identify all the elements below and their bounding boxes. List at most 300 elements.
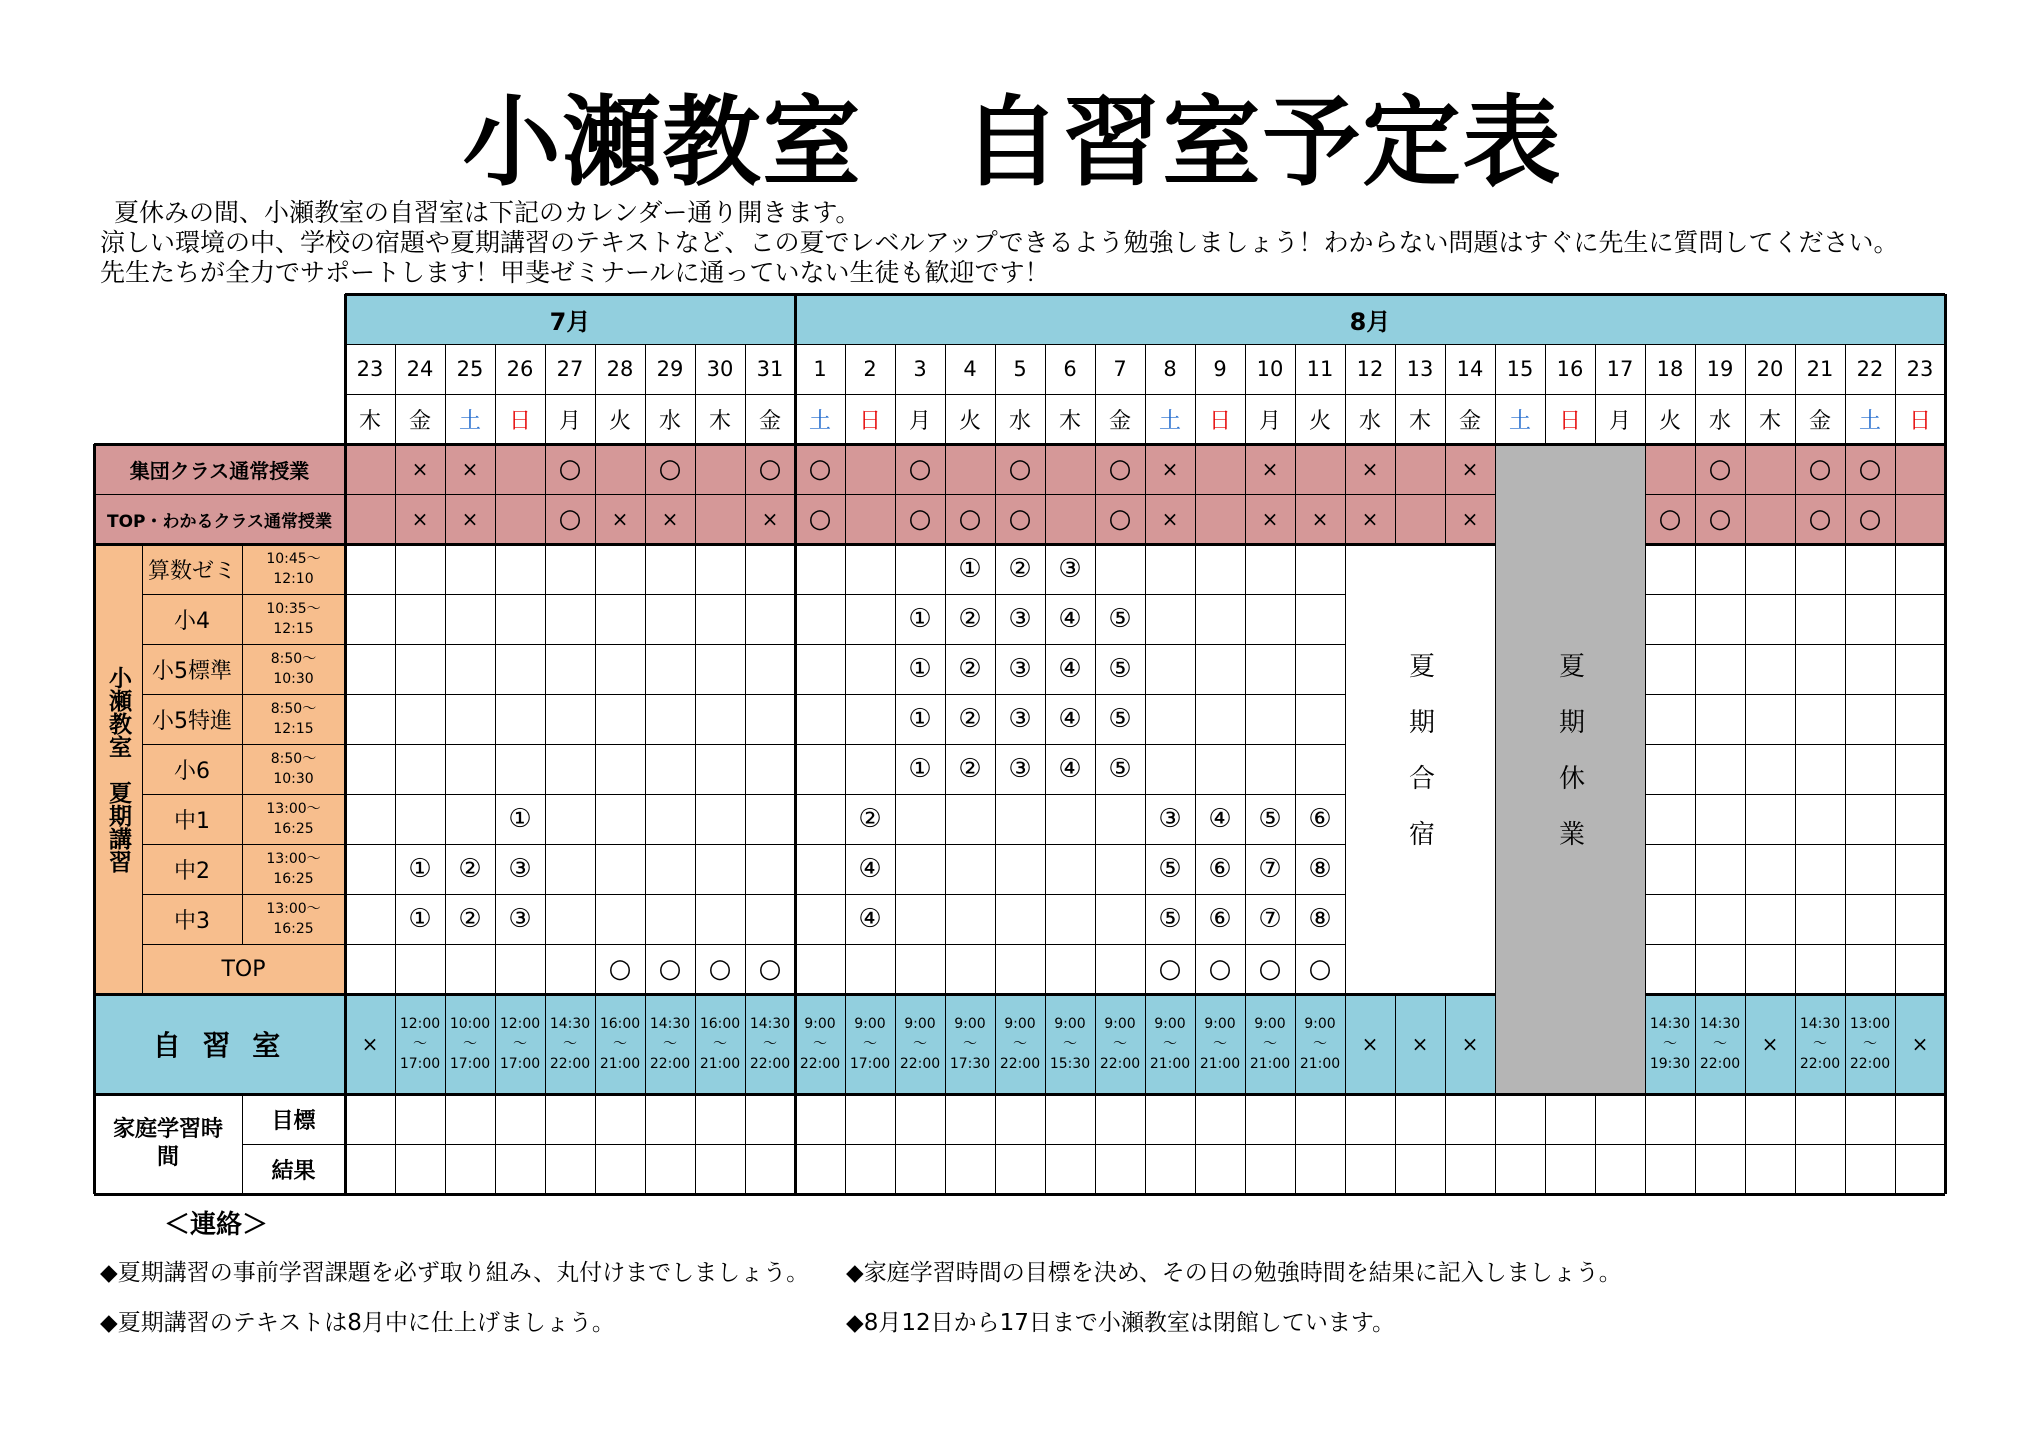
course-cell: ○	[758, 954, 782, 984]
grid-line	[1695, 1094, 1696, 1194]
day-number: 15	[1506, 357, 1534, 381]
course-cell: ⑧	[1308, 904, 1332, 934]
intro-line-2: 涼しい環境の中、学校の宿題や夏期講習のテキストなど、この夏でレベルアップできるよう勉強しましょう！わからない問題はすぐに先生に質問してください。	[100, 228, 1899, 257]
grid-line	[142, 594, 345, 595]
weekday: 金	[1808, 408, 1831, 434]
grid-line	[1045, 444, 1046, 544]
course-time: 13:00～ 16:25	[266, 901, 321, 937]
course-name: 小4	[174, 608, 210, 634]
course-cell: ④	[858, 854, 882, 884]
day-number: 2	[863, 357, 877, 381]
course-cell: ②	[858, 804, 882, 834]
weekday: 土	[808, 408, 831, 434]
grid-line	[1895, 994, 1896, 1094]
grid-line	[1695, 444, 1696, 544]
weekday: 土	[1858, 408, 1881, 434]
grid-line	[1745, 994, 1746, 1094]
grid-line	[1145, 994, 1146, 1094]
grid-line	[645, 994, 646, 1094]
grid-line	[845, 1094, 846, 1194]
weekday: 水	[1008, 408, 1031, 434]
day-number: 29	[656, 357, 684, 381]
course-time: 8:50～ 10:30	[270, 651, 317, 687]
course-cell: ②	[958, 604, 982, 634]
grid-line	[995, 1094, 996, 1194]
grid-line	[1445, 344, 1446, 444]
weekday: 月	[908, 408, 931, 434]
weekday: 土	[1158, 408, 1181, 434]
weekday: 火	[1658, 408, 1681, 434]
grid-line	[995, 994, 996, 1094]
day-number: 17	[1606, 357, 1634, 381]
grid-line	[1295, 544, 1296, 994]
group-row-cell: ○	[808, 504, 832, 534]
course-cell: ②	[458, 854, 482, 884]
grid-line	[1045, 994, 1046, 1094]
weekday: 木	[1408, 408, 1431, 434]
grid-line	[1245, 544, 1246, 994]
grid-line	[142, 794, 345, 795]
grid-line	[495, 544, 496, 994]
grid-line	[845, 544, 846, 994]
course-cell: ⑤	[1108, 704, 1132, 734]
course-cell: ③	[508, 904, 532, 934]
jishu-cell: 14:30 ～ 22:00	[1699, 1016, 1741, 1072]
course-name: 小5標準	[152, 658, 232, 684]
grid-line	[495, 344, 496, 444]
grid-line	[1445, 444, 1446, 544]
grid-line	[545, 1094, 546, 1194]
course-cell: ⑥	[1208, 904, 1232, 934]
course-name: TOP	[221, 956, 266, 982]
course-time: 10:35～ 12:15	[266, 601, 321, 637]
jishu-cell: ×	[1411, 1032, 1429, 1056]
group-row-cell: ×	[1161, 507, 1179, 531]
intro-line-3: 先生たちが全力でサポートします！甲斐ゼミナールに通っていない生徒も歓迎です！	[100, 258, 1050, 287]
jishu-cell: ×	[1911, 1032, 1929, 1056]
course-cell: ④	[1058, 654, 1082, 684]
grid-line	[142, 894, 345, 895]
grid-line	[845, 994, 846, 1094]
group-row-cell: ×	[1361, 457, 1379, 481]
day-number: 28	[606, 357, 634, 381]
grid-line	[895, 544, 896, 994]
grid-line	[1195, 994, 1196, 1094]
grid-line	[1545, 344, 1546, 444]
day-number: 5	[1013, 357, 1027, 381]
grid-line	[94, 543, 1345, 546]
grid-line	[995, 344, 996, 444]
course-cell: ①	[908, 604, 932, 634]
grid-line	[1345, 1094, 1346, 1194]
course-cell: ⑧	[1308, 854, 1332, 884]
jishu-cell: ×	[1761, 1032, 1779, 1056]
day-number: 20	[1756, 357, 1784, 381]
grid-line	[1445, 1094, 1446, 1194]
grid-line	[1745, 444, 1746, 544]
group-row-cell: ×	[661, 507, 679, 531]
grid-line	[645, 1094, 646, 1194]
weekday: 木	[708, 408, 731, 434]
course-cell: ④	[1058, 604, 1082, 634]
day-number: 10	[1256, 357, 1284, 381]
jishu-cell: 9:00 ～ 21:00	[1149, 1016, 1191, 1072]
result-label: 結果	[271, 1158, 316, 1184]
grid-line	[945, 544, 946, 994]
jishu-cell: 14:30 ～ 22:00	[549, 1016, 591, 1072]
grid-line	[1395, 344, 1396, 444]
course-cell: ⑤	[1108, 604, 1132, 634]
course-cell: ①	[908, 704, 932, 734]
weekday: 金	[1458, 408, 1481, 434]
course-name: 小5特進	[152, 708, 232, 734]
group-row-cell: ○	[1008, 504, 1032, 534]
grid-line	[1495, 1094, 1496, 1194]
grid-line	[1345, 344, 1346, 444]
grid-line	[545, 544, 546, 994]
jishu-cell: ×	[1461, 1032, 1479, 1056]
course-cell: ①	[408, 904, 432, 934]
grid-line	[545, 444, 546, 544]
camp-label: 夏期合宿	[1404, 652, 1435, 876]
grid-line	[595, 1094, 596, 1194]
day-number: 24	[406, 357, 434, 381]
weekday: 水	[1358, 408, 1381, 434]
grid-line	[595, 994, 596, 1094]
course-cell: ⑤	[1158, 904, 1182, 934]
weekday: 金	[758, 408, 781, 434]
course-cell: ⑦	[1258, 904, 1282, 934]
grid-line	[1195, 344, 1196, 444]
grid-line	[1245, 1094, 1246, 1194]
jishu-cell: 9:00 ～ 15:30	[1049, 1016, 1091, 1072]
grid-line	[1745, 1094, 1746, 1194]
grid-line	[142, 694, 345, 695]
course-cell: ③	[1008, 654, 1032, 684]
grid-line	[242, 1094, 243, 1194]
grid-line	[242, 1144, 1945, 1145]
grid-line	[1195, 1094, 1196, 1194]
day-number: 12	[1356, 357, 1384, 381]
grid-line	[895, 994, 896, 1094]
jishu-cell: 10:00 ～ 17:00	[449, 1016, 491, 1072]
month-july: 7月	[549, 307, 591, 336]
grid-line	[495, 444, 496, 544]
weekday: 土	[458, 408, 481, 434]
note-4: ◆8月12日から17日まで小瀬教室は閉館しています。	[846, 1310, 1396, 1336]
grid-line	[745, 444, 746, 544]
group-row-cell: ×	[1461, 457, 1479, 481]
course-time: 8:50～ 10:30	[270, 751, 317, 787]
grid-line	[1095, 994, 1096, 1094]
course-name: 中2	[174, 858, 210, 884]
course-cell: ④	[858, 904, 882, 934]
grid-line	[1145, 544, 1146, 994]
notes-title: ＜連絡＞	[164, 1210, 269, 1240]
grid-line	[945, 994, 946, 1094]
course-time: 13:00～ 16:25	[266, 851, 321, 887]
group-row-cell: ○	[558, 454, 582, 484]
course-cell: ⑤	[1108, 654, 1132, 684]
course-cell: ③	[1008, 604, 1032, 634]
day-number: 18	[1656, 357, 1684, 381]
grid-line	[945, 444, 946, 544]
weekday: 水	[658, 408, 681, 434]
day-number: 19	[1706, 357, 1734, 381]
grid-line	[93, 444, 96, 1194]
grid-line	[1595, 344, 1596, 444]
grid-line	[1395, 444, 1396, 544]
group-row-cell: ×	[411, 457, 429, 481]
jishu-cell: 14:30 ～ 19:30	[1649, 1016, 1691, 1072]
group-row-label: 集団クラス通常授業	[129, 458, 310, 483]
page-title: 小瀬教室 自習室予定表	[462, 86, 1563, 200]
goal-label: 目標	[271, 1108, 316, 1134]
day-number: 8	[1163, 357, 1177, 381]
course-cell: ①	[908, 654, 932, 684]
grid-line	[1195, 444, 1196, 544]
course-cell: ④	[1058, 704, 1082, 734]
grid-line	[1745, 544, 1746, 994]
grid-line	[1695, 994, 1696, 1094]
course-cell: ○	[658, 954, 682, 984]
grid-line	[345, 293, 1945, 296]
weekday: 金	[408, 408, 431, 434]
weekday: 水	[1708, 408, 1731, 434]
grid-line	[945, 344, 946, 444]
course-name: 中1	[174, 808, 210, 834]
grid-line	[745, 344, 746, 444]
group-row-cell: ×	[611, 507, 629, 531]
grid-line	[1795, 994, 1796, 1094]
month-august: 8月	[1349, 307, 1391, 336]
grid-line	[1095, 544, 1096, 994]
grid-line	[1145, 1094, 1146, 1194]
course-cell: ③	[1058, 554, 1082, 584]
day-number: 1	[813, 357, 827, 381]
grid-line	[745, 1094, 746, 1194]
home-study-label: 家庭学習時間	[112, 1117, 223, 1170]
grid-line	[1095, 444, 1096, 544]
grid-line	[1595, 1094, 1596, 1194]
weekday: 火	[1308, 408, 1331, 434]
course-cell: ①	[958, 554, 982, 584]
group-row-cell: ×	[1311, 507, 1329, 531]
grid-line	[395, 444, 396, 544]
course-time: 8:50～ 12:15	[270, 701, 317, 737]
grid-line	[1345, 994, 1346, 1094]
day-number: 21	[1806, 357, 1834, 381]
grid-line	[1795, 1094, 1796, 1194]
day-number: 4	[963, 357, 977, 381]
jishu-cell: ×	[1361, 1032, 1379, 1056]
grid-line	[645, 344, 646, 444]
jishu-cell: 12:00 ～ 17:00	[399, 1016, 441, 1072]
day-number: 22	[1856, 357, 1884, 381]
course-cell: ①	[908, 754, 932, 784]
note-2: ◆家庭学習時間の目標を決め、その日の勉強時間を結果に記入しましょう。	[846, 1260, 1622, 1286]
course-cell: ⑤	[1258, 804, 1282, 834]
grid-line	[445, 1094, 446, 1194]
grid-line	[1845, 1094, 1846, 1194]
jishu-cell: 9:00 ～ 17:30	[949, 1016, 991, 1072]
day-number: 27	[556, 357, 584, 381]
grid-line	[1345, 543, 1495, 546]
weekday: 木	[358, 408, 381, 434]
grid-line	[1395, 1094, 1396, 1194]
course-name: 小6	[174, 758, 210, 784]
grid-line	[545, 344, 546, 444]
grid-line	[1645, 344, 1646, 444]
group-row-cell: ×	[1361, 507, 1379, 531]
grid-line	[1295, 1094, 1296, 1194]
group-row-label: TOP・わかるクラス通常授業	[107, 511, 332, 532]
jishu-cell: 16:00 ～ 21:00	[699, 1016, 741, 1072]
course-cell: ○	[608, 954, 632, 984]
grid-line	[1795, 544, 1796, 994]
grid-line	[745, 544, 746, 994]
group-row-cell: ○	[1808, 504, 1832, 534]
day-number: 14	[1456, 357, 1484, 381]
weekday: 火	[958, 408, 981, 434]
group-row-cell: ×	[1161, 457, 1179, 481]
grid-line	[1895, 444, 1896, 544]
grid-line	[595, 344, 596, 444]
grid-line	[1895, 1094, 1896, 1194]
grid-line	[1045, 544, 1046, 994]
grid-line	[1895, 544, 1896, 994]
weekday: 木	[1758, 408, 1781, 434]
grid-line	[1795, 444, 1796, 544]
grid-line	[645, 444, 646, 544]
grid-line	[94, 443, 1945, 446]
grid-line	[1695, 544, 1696, 994]
grid-line	[845, 444, 846, 544]
day-number: 16	[1556, 357, 1584, 381]
koze-label: 小瀬教室 夏期講習	[105, 665, 131, 873]
grid-line	[1944, 294, 1947, 1194]
group-row-cell: ○	[1858, 504, 1882, 534]
grid-line	[1095, 1094, 1096, 1194]
course-cell: ①	[508, 804, 532, 834]
grid-line	[945, 1094, 946, 1194]
jishu-cell: 13:00 ～ 22:00	[1849, 1016, 1891, 1072]
schedule-table	[94, 294, 1944, 1194]
grid-line	[445, 344, 446, 444]
course-cell: ②	[958, 654, 982, 684]
grid-line	[1095, 344, 1096, 444]
grid-line	[1545, 1094, 1546, 1194]
weekday: 日	[1208, 408, 1231, 434]
grid-line	[695, 1094, 696, 1194]
grid-line	[495, 994, 496, 1094]
jishu-label: 自 習 室	[152, 1029, 287, 1062]
weekday: 月	[1258, 408, 1281, 434]
course-cell: ⑥	[1308, 804, 1332, 834]
grid-line	[595, 544, 596, 994]
grid-line	[142, 744, 345, 745]
group-row-cell: ○	[1858, 454, 1882, 484]
group-row-cell: ×	[1261, 507, 1279, 531]
weekday: 火	[608, 408, 631, 434]
group-row-cell: ○	[908, 454, 932, 484]
grid-line	[142, 644, 345, 645]
grid-line	[1045, 1094, 1046, 1194]
jishu-cell: 14:30 ～ 22:00	[749, 1016, 791, 1072]
course-name: 中3	[174, 908, 210, 934]
course-cell: ○	[1258, 954, 1282, 984]
course-cell: ②	[1008, 554, 1032, 584]
grid-line	[1795, 344, 1796, 444]
jishu-cell: ×	[361, 1032, 379, 1056]
weekday: 木	[1058, 408, 1081, 434]
weekday: 日	[508, 408, 531, 434]
grid-line	[1495, 344, 1496, 444]
grid-line	[142, 944, 345, 945]
jishu-cell: 9:00 ～ 22:00	[799, 1016, 841, 1072]
grid-line	[1895, 344, 1896, 444]
day-number: 26	[506, 357, 534, 381]
grid-line	[94, 1193, 1945, 1196]
course-cell: ②	[958, 754, 982, 784]
jishu-cell: 14:30 ～ 22:00	[1799, 1016, 1841, 1072]
group-row-cell: ○	[1808, 454, 1832, 484]
group-row-cell: ○	[658, 454, 682, 484]
group-row-cell: ○	[1108, 504, 1132, 534]
course-cell: ○	[1158, 954, 1182, 984]
grid-line	[1495, 444, 1496, 1094]
grid-line	[1695, 344, 1696, 444]
intro-line-1: 夏休みの間、小瀬教室の自習室は下記のカレンダー通り開きます。	[114, 198, 861, 227]
group-row-cell: ○	[958, 504, 982, 534]
grid-line	[142, 844, 345, 845]
grid-line	[645, 544, 646, 994]
grid-line	[895, 1094, 896, 1194]
group-row-cell: ○	[908, 504, 932, 534]
group-row-cell: ○	[1708, 504, 1732, 534]
weekday: 金	[1108, 408, 1131, 434]
course-cell: ③	[1008, 754, 1032, 784]
grid-line	[1845, 344, 1846, 444]
weekday: 日	[1558, 408, 1581, 434]
weekday: 月	[1608, 408, 1631, 434]
jishu-cell: 9:00 ～ 17:00	[849, 1016, 891, 1072]
jishu-cell: 14:30 ～ 22:00	[649, 1016, 691, 1072]
jishu-cell: 9:00 ～ 21:00	[1249, 1016, 1291, 1072]
grid-line	[1645, 1094, 1646, 1194]
group-row-cell: ×	[1261, 457, 1279, 481]
day-number: 30	[706, 357, 734, 381]
grid-line	[1645, 444, 1646, 1094]
grid-line	[495, 1094, 496, 1194]
grid-line	[1195, 544, 1196, 994]
course-time: 13:00～ 16:25	[266, 801, 321, 837]
group-row-cell: ×	[461, 507, 479, 531]
grid-line	[445, 444, 446, 544]
jishu-cell: 9:00 ～ 22:00	[899, 1016, 941, 1072]
group-row-cell: ○	[1008, 454, 1032, 484]
grid-line	[1295, 344, 1296, 444]
grid-line	[745, 994, 746, 1094]
course-cell: ④	[1208, 804, 1232, 834]
course-cell: ①	[408, 854, 432, 884]
grid-line	[1345, 544, 1346, 994]
grid-line	[695, 544, 696, 994]
grid-line	[545, 994, 546, 1094]
grid-line	[1845, 994, 1846, 1094]
grid-line	[995, 544, 996, 994]
note-1: ◆夏期講習の事前学習課題を必ず取り組み、丸付けまでしましょう。	[100, 1260, 810, 1286]
